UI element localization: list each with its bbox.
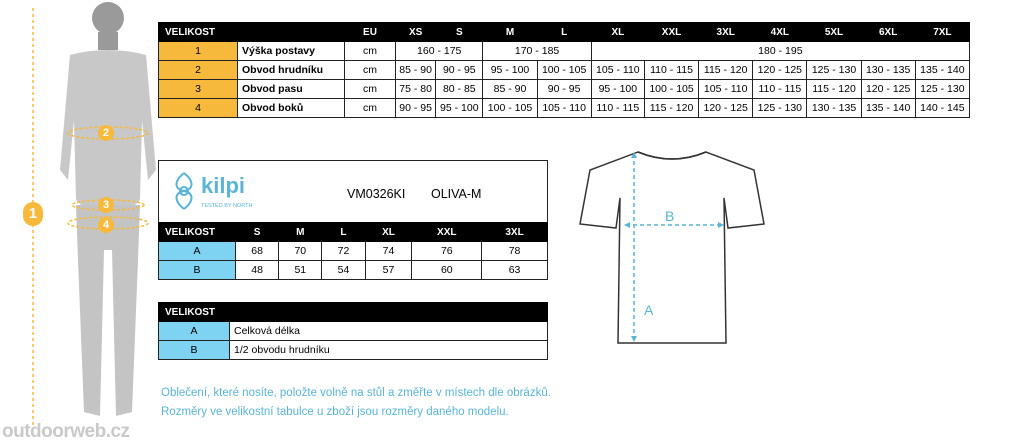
value-cell: 72 [322, 242, 365, 261]
header-cell: VELIKOST [159, 303, 548, 322]
value-cell: 115 - 120 [807, 80, 861, 99]
value-cell: 125 - 130 [753, 99, 807, 118]
product-size-table [158, 222, 548, 280]
value-cell: 100 - 105 [483, 99, 537, 118]
legend-text: 1/2 obvodu hrudníku [230, 341, 548, 360]
value-cell: 110 - 115 [644, 61, 698, 80]
value-cell: 105 - 110 [591, 61, 644, 80]
table-row [159, 322, 548, 341]
row-label: Obvod pasu [238, 80, 345, 99]
table-row [159, 80, 970, 99]
brand-tagline: TESTED BY NORTH [201, 203, 253, 209]
unit-cell: cm [345, 80, 396, 99]
row-label: Obvod boků [238, 99, 345, 118]
table-row [159, 61, 970, 80]
value-cell: 135 - 140 [915, 61, 969, 80]
legend-header [159, 303, 548, 322]
row-label: B [159, 341, 230, 360]
table-row [159, 341, 548, 360]
header-cell: 7XL [915, 23, 969, 42]
value-cell: 78 [482, 242, 548, 261]
header-cell: 3XL [699, 23, 753, 42]
table-row [159, 99, 970, 118]
row-number: 2 [159, 61, 238, 80]
row-number: 3 [159, 80, 238, 99]
value-cell: 90 - 95 [436, 61, 483, 80]
legend-table [158, 302, 548, 360]
row-label: B [159, 261, 236, 280]
value-cell: 135 - 140 [861, 99, 915, 118]
value-cell: 75 - 80 [396, 80, 436, 99]
header-cell [238, 23, 345, 42]
header-cell: XXL [412, 223, 482, 242]
product-variant: OLIVA-M [431, 187, 482, 201]
header-cell: M [279, 223, 322, 242]
table-row [159, 42, 970, 61]
row-label: Obvod hrudníku [238, 61, 345, 80]
value-cell: 125 - 130 [915, 80, 969, 99]
header-cell: L [322, 223, 365, 242]
value-cell: 125 - 130 [807, 61, 861, 80]
header-cell: VELIKOST [159, 223, 236, 242]
row-label: A [159, 242, 236, 261]
value-cell: 85 - 90 [396, 61, 436, 80]
header-cell: XS [396, 23, 436, 42]
header-cell: L [537, 23, 591, 42]
header-cell: 4XL [753, 23, 807, 42]
shirt-label-b: B [665, 208, 675, 224]
value-cell: 74 [365, 242, 412, 261]
header-cell: 5XL [807, 23, 861, 42]
marker-1: 1 [23, 202, 43, 226]
value-cell: 60 [412, 261, 482, 280]
value-cell: 90 - 95 [537, 80, 591, 99]
header-cell: EU [345, 23, 396, 42]
kilpi-logo-icon [169, 171, 199, 211]
value-cell: 95 - 100 [436, 99, 483, 118]
header-cell: XL [365, 223, 412, 242]
table-row [159, 261, 548, 280]
marker-3: 3 [98, 197, 114, 213]
watermark: outdoorweb.cz [2, 421, 130, 442]
unit-cell: cm [345, 99, 396, 118]
note-line-1: Oblečení, které nosíte, položte volně na stůl a změřte v místech dle obrázků. [161, 387, 551, 399]
value-cell: 95 - 100 [483, 61, 537, 80]
header-cell: M [483, 23, 537, 42]
value-cell: 51 [279, 261, 322, 280]
unit-cell: cm [345, 61, 396, 80]
value-cell: 100 - 105 [644, 80, 698, 99]
value-cell: 80 - 85 [436, 80, 483, 99]
header-cell: XL [591, 23, 644, 42]
header-cell: VELIKOST [159, 23, 238, 42]
value-cell: 90 - 95 [396, 99, 436, 118]
value-cell: 48 [236, 261, 279, 280]
value-cell: 85 - 90 [483, 80, 537, 99]
row-number: 4 [159, 99, 238, 118]
header-cell: 3XL [482, 223, 548, 242]
value-cell: 120 - 125 [699, 99, 753, 118]
brand-name: kilpi [201, 173, 246, 198]
value-cell: 180 - 195 [591, 42, 969, 61]
value-cell: 140 - 145 [915, 99, 969, 118]
value-cell: 130 - 135 [807, 99, 861, 118]
value-cell: 105 - 110 [537, 99, 591, 118]
table-row [159, 242, 548, 261]
header-cell: 6XL [861, 23, 915, 42]
size-chart-table [158, 22, 970, 118]
value-cell: 110 - 115 [753, 80, 807, 99]
size-chart-header [159, 23, 970, 42]
product-table-header [159, 223, 548, 242]
note-line-2: Rozměry ve velikostní tabulce u zboží jsou rozměry daného modelu. [161, 406, 509, 418]
value-cell: 57 [365, 261, 412, 280]
marker-4: 4 [98, 217, 114, 233]
value-cell: 54 [322, 261, 365, 280]
value-cell: 63 [482, 261, 548, 280]
value-cell: 120 - 125 [861, 80, 915, 99]
value-cell: 110 - 115 [591, 99, 644, 118]
marker-2: 2 [98, 125, 114, 141]
value-cell: 76 [412, 242, 482, 261]
shirt-label-a: A [644, 302, 654, 318]
header-cell: S [436, 23, 483, 42]
row-label: A [159, 322, 230, 341]
value-cell: 105 - 110 [699, 80, 753, 99]
value-cell: 115 - 120 [699, 61, 753, 80]
value-cell: 70 [279, 242, 322, 261]
header-cell: S [236, 223, 279, 242]
tshirt-diagram [578, 140, 768, 355]
value-cell: 100 - 105 [537, 61, 591, 80]
legend-text: Celková délka [230, 322, 548, 341]
value-cell: 68 [236, 242, 279, 261]
value-cell: 160 - 175 [396, 42, 483, 61]
header-cell: XXL [644, 23, 698, 42]
value-cell: 95 - 100 [591, 80, 644, 99]
value-cell: 130 - 135 [861, 61, 915, 80]
product-header [158, 160, 548, 223]
value-cell: 120 - 125 [753, 61, 807, 80]
product-code: VM0326KI [347, 187, 406, 201]
value-cell: 170 - 185 [483, 42, 591, 61]
row-number: 1 [159, 42, 238, 61]
unit-cell: cm [345, 42, 396, 61]
value-cell: 115 - 120 [644, 99, 698, 118]
row-label: Výška postavy [238, 42, 345, 61]
